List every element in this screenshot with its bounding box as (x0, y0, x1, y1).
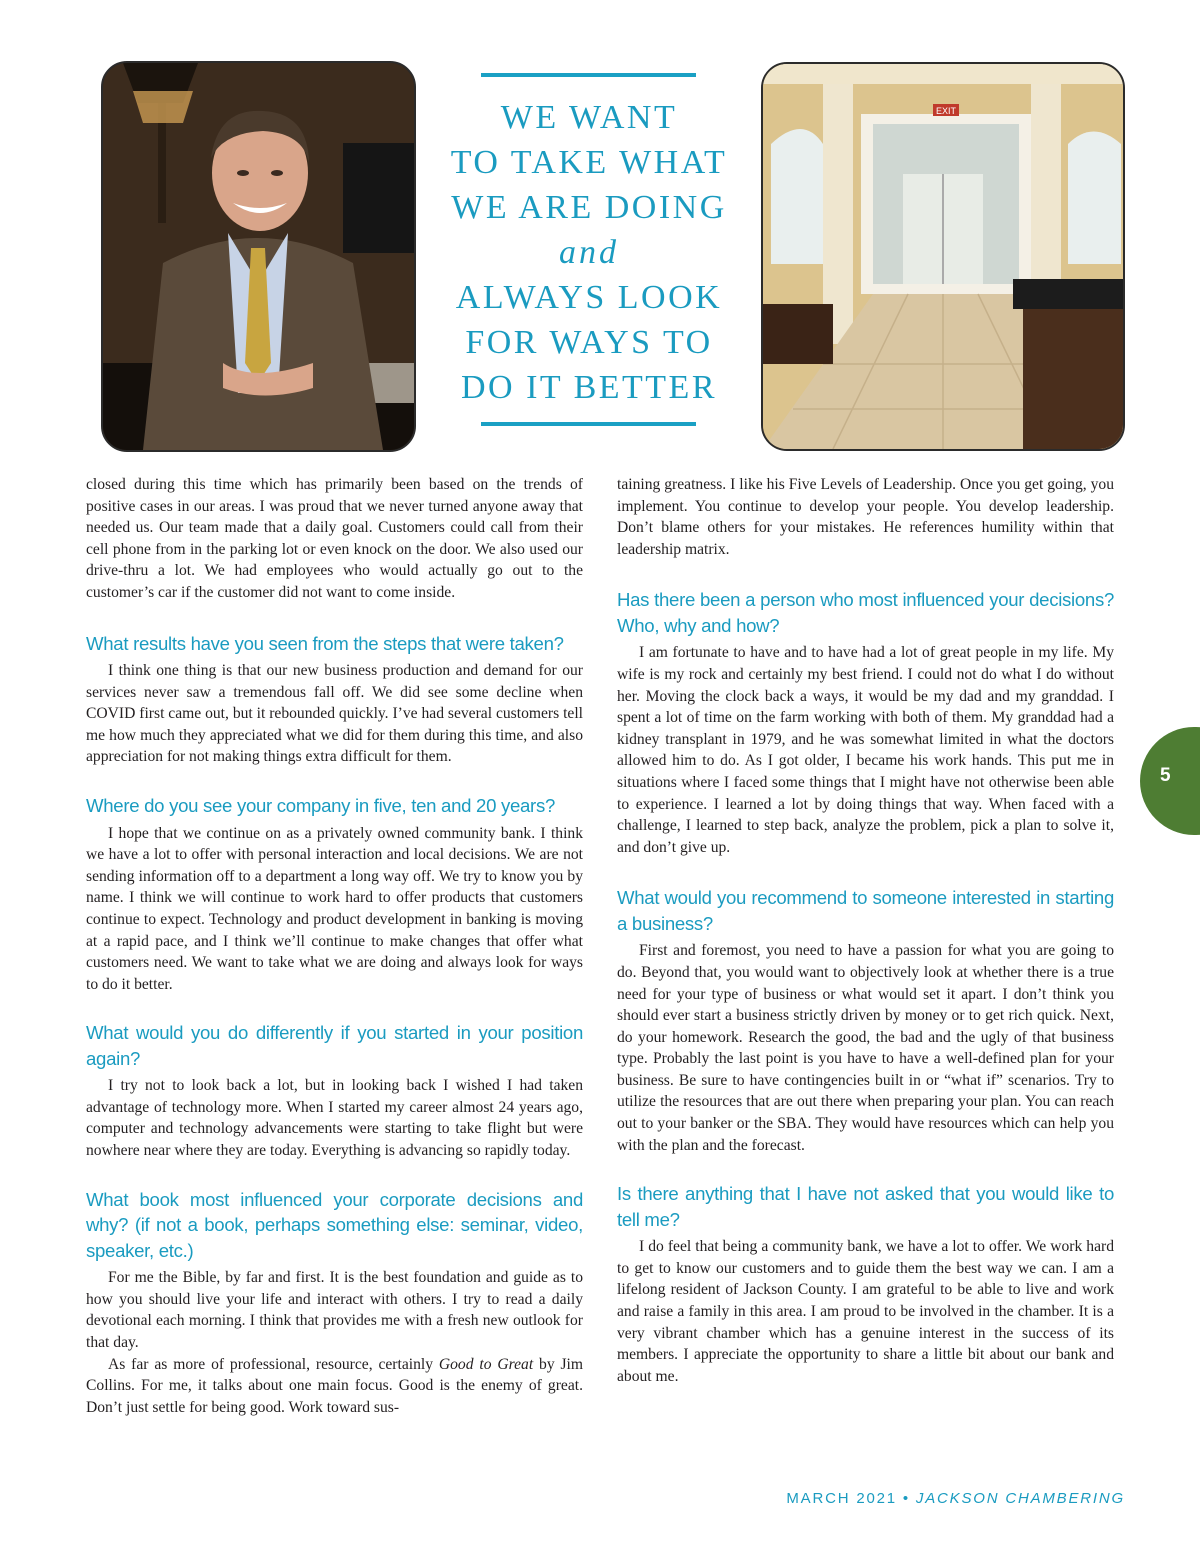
left-column (86, 474, 583, 1418)
footer (700, 1490, 1125, 1507)
right-column (617, 474, 1114, 1387)
pull-quote-line: WE WANT (500, 99, 678, 136)
question-heading: What results have you seen from the steps that were taken? (86, 632, 564, 654)
body-paragraph: For me the Bible, by far and first. It is the best foundation and guide as to how you should live your life and interact with others. I try to read a daily devotional each morning. I think that provides me with a fresh new outlook for that day. (86, 1269, 583, 1351)
body-paragraph: closed during this time which has primarily been based on the trends of positive cases in our areas. I was proud that we never turned anyone away that needed us. Our team made that a daily goal. Customers could call from their cell phone from in the parking lot or even knock on the door. We also used our drive-thru a lot. We had employees who would actually go out to the customer’s car if the customer did not want to come inside. (86, 476, 583, 601)
body-paragraph (86, 1354, 583, 1419)
question-heading: Where do you see your company in five, ten and 20 years? (86, 795, 555, 817)
exit-sign-text: EXIT (935, 106, 957, 116)
pull-quote-top-rule (481, 73, 696, 77)
pull-quote-line: WE ARE DOING (451, 189, 727, 226)
body-paragraph: I am fortunate to have and to have had a lot of great people in my life. My wife is my rock and certainly my best friend. I could not do what I do without her. Moving the clock back a ways, it would be my dad and my granddad. I spent a lot of time on the farm working with both of them. My granddad had a kidney transplant in 1979, and he was somewhat limited in what the doctors allowed him to do. As I got older, I became his work hands. This put me in situations where I faced some things that I might have not otherwise been able to experience. I learned a lot by doing things that way. When faced with a challenge, I learned to step back, analyze the problem, pick a plan to solve it, and don’t give up. (617, 644, 1114, 856)
body-text: As far as more of professional, resource, certainly (108, 1355, 439, 1373)
body-text: by Jim Collins. For me, it talks about one main focus. Good is the enemy of great. Don’t just settle for being good. Work toward sus- (86, 1355, 584, 1416)
pull-quote-bottom-rule (481, 422, 696, 426)
question-heading: Is there anything that I have not asked that you would like to tell me? (617, 1183, 1114, 1230)
question-heading: What would you recommend to someone interested in starting a business? (617, 887, 1114, 934)
question-heading: What book most influenced your corporate decisions and why? (if not a book, perhaps something else: seminar, video, speaker, etc.) (86, 1188, 583, 1261)
footer-date: MARCH 2021 • (786, 1490, 916, 1507)
book-title: Good to Great (438, 1355, 534, 1373)
question-heading: Has there been a person who most influenced your decisions? Who, why and how? (617, 589, 1114, 636)
pull-quote-line: and (559, 234, 619, 271)
page-number: 5 (1160, 765, 1171, 786)
body-paragraph: First and foremost, you need to have a passion for what you are going to do. Beyond that, you would want to objectively look at whether there is a true need for your type of business or what would set it apart. I don’t think you should ever start a business strictly driven by money or to get rich quick. Next, do your homework. Research the good, the bad and the ugly of that business type. Probably the last point is you have to have a well-defined plan for your business. Be sure to have contingencies built in or “what if” scenarios. Try to utilize the resources that are out there when preparing your plan. You can reach out to your banker or the SBA. They would have resources which can help you with the plan and the forecast. (617, 942, 1114, 1154)
body-paragraph: taining greatness. I like his Five Levels of Leadership. Once you get going, you implement. You continue to develop your people. You develop leadership. Don’t blame others for your mistakes. He references humility within that leadership matrix. (617, 476, 1114, 558)
pull-quote-line: TO TAKE WHAT (450, 144, 728, 181)
pull-quote-line: FOR WAYS TO (465, 324, 713, 361)
body-paragraph: I think one thing is that our new business production and demand for our services never saw a tremendous fall off. We did see some decline when COVID first came out, but it rebounded quickly. I’ve had several customers tell me how much they appreciated what we did for them during this time, and also appreciation for not making things extra difficult for them. (86, 662, 583, 766)
pull-quote-line: DO IT BETTER (460, 369, 717, 406)
body-paragraph: I do feel that being a community bank, we have a lot to offer. We work hard to get to know our customers and to guide them the best way we can. I am a lifelong resident of Jackson County. I am grateful to be able to live and work and raise a family in this area. I am proud to be involved in the chamber. It is a very vibrant chamber which has a genuine interest in the success of its members. I appreciate the opportunity to share a little bit about our bank and about me. (617, 1238, 1114, 1385)
footer-publication: JACKSON CHAMBERING (915, 1490, 1125, 1507)
body-paragraph: I try not to look back a lot, but in looking back I wished I had taken advantage of technology more. When I started my career almost 24 years ago, computer and technology advancements were starting to take flight but were nowhere near where they are today. Everything is advancing so rapidly today. (86, 1077, 583, 1160)
bank-lobby-photo-icon (763, 64, 1123, 449)
portrait-photo-icon (103, 63, 414, 450)
bank-lobby-photo (761, 62, 1125, 451)
question-heading: What would you do differently if you started in your position again? (86, 1022, 583, 1069)
pull-quote (430, 95, 748, 410)
portrait-photo (101, 61, 416, 452)
pull-quote-line: ALWAYS LOOK (455, 279, 723, 316)
body-paragraph: I hope that we continue on as a privately owned community bank. I think we have a lot to offer with personal interaction and local decisions. We are not sending information off to a department a long way off. We try to know you by name. I think we will continue to work hard to offer products that customers continue to expect. Technology and product development in banking is moving at a rapid pace, and I think we’ll continue to make changes that offer what customers need. We want to take what we are doing and always look for ways to do it better. (86, 824, 583, 993)
